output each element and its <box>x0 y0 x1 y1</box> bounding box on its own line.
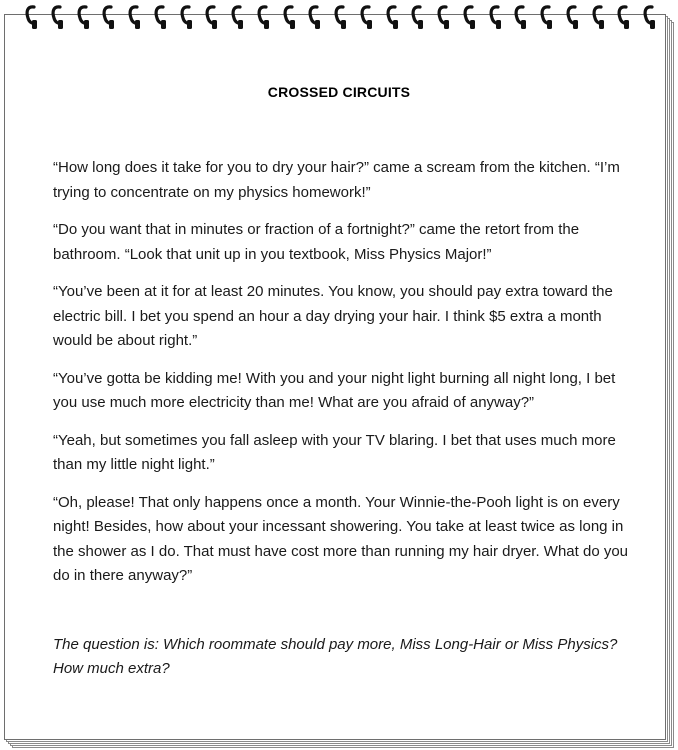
binding-ring-icon <box>76 2 90 30</box>
paragraph: “Oh, please! That only happens once a month. Your Winnie-the-Pooh light is on every night! Besides, how about your incessant showering. You take at least twice as long in the shower as I do. That must have cost more than running my hair dryer. What do you do in there anyway?” <box>53 493 629 584</box>
binding-ring-icon <box>307 2 321 30</box>
binding-ring-icon <box>230 2 244 30</box>
binding-ring-icon <box>462 2 476 30</box>
binding-ring-icon <box>565 2 579 30</box>
binding-ring-icon <box>179 2 193 30</box>
binding-ring-icon <box>256 2 270 30</box>
binding-ring-icon <box>436 2 450 30</box>
binding-ring-icon <box>539 2 553 30</box>
binding-ring-icon <box>359 2 373 30</box>
binding-ring-icon <box>204 2 218 30</box>
spiral-binding <box>20 2 660 30</box>
binding-ring-icon <box>513 2 527 30</box>
binding-ring-icon <box>50 2 64 30</box>
paragraph: “How long does it take for you to dry your hair?” came a scream from the kitchen. “I’m trying to concentrate on my physics homework!” <box>53 159 620 201</box>
binding-ring-icon <box>24 2 38 30</box>
question-text: The question is: Which roommate should pay more, Miss Long-Hair or Miss Physics? How much extra? <box>53 635 618 677</box>
binding-ring-icon <box>488 2 502 30</box>
paragraph: “Yeah, but sometimes you fall asleep with your TV blaring. I bet that uses much more than my little night light.” <box>53 431 616 473</box>
binding-ring-icon <box>127 2 141 30</box>
binding-ring-icon <box>333 2 347 30</box>
binding-ring-icon <box>385 2 399 30</box>
paragraph: “You’ve gotta be kidding me! With you and your night light burning all night long, I bet you use much more electricity than me! What are you afraid of anyway?” <box>53 369 616 411</box>
binding-ring-icon <box>410 2 424 30</box>
binding-ring-icon <box>282 2 296 30</box>
document-body <box>53 156 638 695</box>
binding-ring-icon <box>153 2 167 30</box>
binding-ring-icon <box>591 2 605 30</box>
paragraph: “You’ve been at it for at least 20 minutes. You know, you should pay extra toward the electric bill. I bet you spend an hour a day drying your hair. I think $5 extra a month would be about right.” <box>53 283 613 349</box>
binding-ring-icon <box>616 2 630 30</box>
paragraph: “Do you want that in minutes or fraction of a fortnight?” came the retort from the bathroom. “Look that unit up in you textbook, Miss Physics Major!” <box>53 221 580 263</box>
binding-ring-icon <box>642 2 656 30</box>
page-title: CROSSED CIRCUITS <box>267 84 411 100</box>
binding-ring-icon <box>101 2 115 30</box>
